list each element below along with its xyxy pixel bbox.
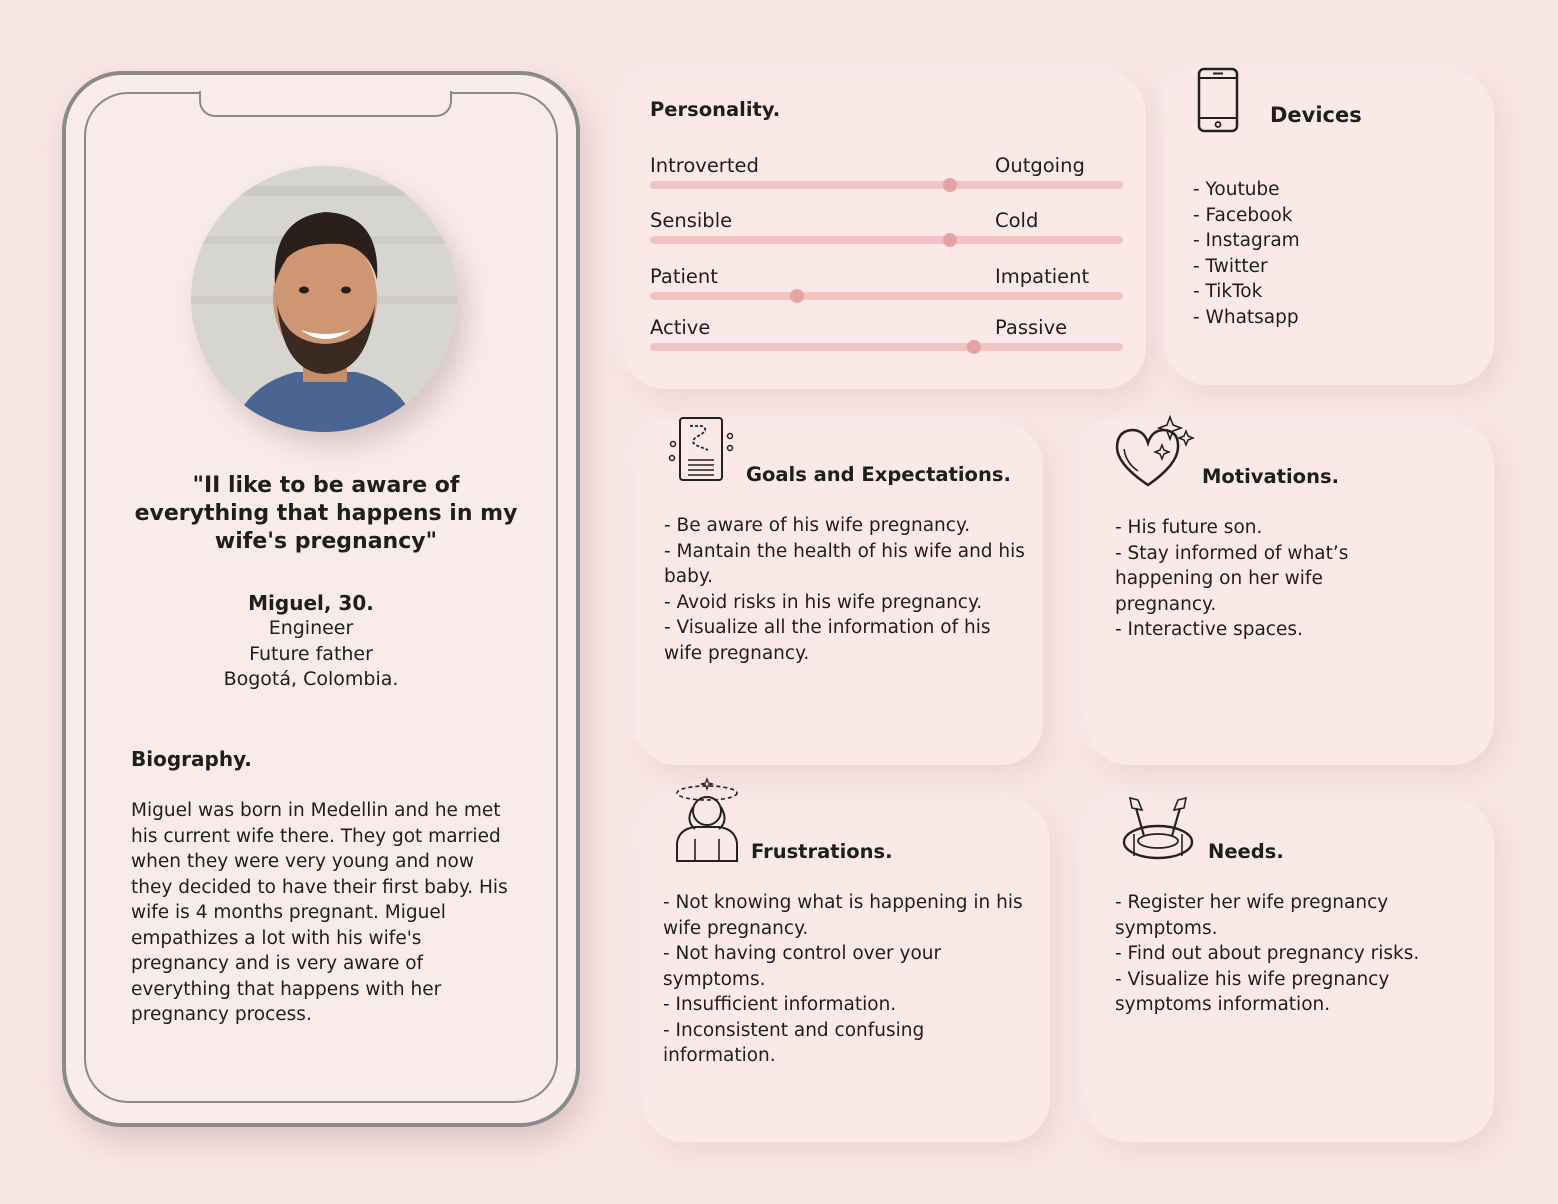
avatar [191, 166, 457, 432]
needs-list [1115, 890, 1485, 1018]
goals-card [635, 423, 1043, 765]
persona-profile [146, 590, 476, 693]
goals-title: Goals and Expectations. [746, 463, 1011, 486]
list-item: - Youtube [1193, 179, 1280, 200]
slider-thumb [967, 340, 981, 354]
persona-name: Miguel, 30. [248, 591, 374, 615]
biography-text: Miguel was born in Medellin and he met his current wife there. They got married when they were very young and now they decided to have their first baby. His wife is 4 months pregnant. Miguel empathizes a lot with his wife's pregnancy and is very aware of everything that happens with her pregnancy process. [131, 800, 508, 1025]
slider-right-label: Outgoing [995, 154, 1085, 177]
devices-list [1193, 177, 1473, 330]
persona-occupation: Engineer [268, 617, 354, 639]
devices-title: Devices [1270, 103, 1362, 127]
motivations-card [1086, 423, 1494, 765]
motivations-list [1115, 515, 1415, 643]
list-item: - Mantain the health of his wife and his baby. [664, 540, 1025, 587]
list-item: - Visualize his wife pregnancy symptoms information. [1115, 968, 1390, 1015]
list-item: - Register her wife pregnancy symptoms. [1115, 892, 1389, 939]
phone-frame [62, 71, 580, 1127]
slider-left-label: Active [650, 316, 711, 339]
slider-track [650, 236, 1123, 244]
frustrations-title: Frustrations. [751, 840, 893, 863]
list-item: - Not knowing what is happening in his wife pregnancy. [663, 892, 1023, 939]
roadmap-icon [668, 414, 738, 486]
goals-list [664, 513, 1034, 666]
list-item: - Facebook [1193, 204, 1293, 226]
needs-title: Needs. [1208, 840, 1284, 863]
slider-right-label: Cold [995, 209, 1039, 232]
frustrations-card [642, 800, 1050, 1142]
list-item: - Be aware of his wife pregnancy. [664, 515, 971, 536]
phone-notch [199, 91, 452, 117]
personality-slider [650, 209, 1123, 249]
lifebuoy-hands-icon [1120, 794, 1196, 866]
heart-sparkle-icon [1112, 415, 1198, 491]
smartphone-icon [1196, 67, 1240, 133]
personality-title: Personality. [650, 98, 781, 121]
slider-track [650, 292, 1123, 300]
slider-thumb [790, 289, 804, 303]
slider-left-label: Introverted [650, 154, 759, 177]
biography-title: Biography. [131, 747, 252, 771]
slider-thumb [943, 178, 957, 192]
slider-thumb [943, 233, 957, 247]
list-item: - Twitter [1193, 255, 1268, 277]
personality-card [623, 72, 1146, 389]
list-item: - Not having control over your symptoms. [663, 943, 942, 990]
slider-right-label: Impatient [995, 265, 1090, 288]
list-item: - Stay informed of what’s happening on her wife pregnancy. [1115, 542, 1349, 615]
list-item: - TikTok [1193, 281, 1263, 302]
slider-left-label: Patient [650, 265, 718, 288]
phone-screen [84, 92, 558, 1103]
slider-track [650, 343, 1123, 351]
frustrations-list [663, 890, 1033, 1069]
list-item: - His future son. [1115, 517, 1263, 538]
list-item: - Avoid risks in his wife pregnancy. [664, 591, 983, 613]
motivations-title: Motivations. [1202, 465, 1339, 488]
personality-slider [650, 265, 1123, 305]
list-item: - Interactive spaces. [1115, 619, 1303, 640]
list-item: - Instagram [1193, 230, 1300, 251]
slider-track [650, 181, 1123, 189]
list-item: - Inconsistent and confusing information. [663, 1019, 925, 1066]
needs-card [1086, 800, 1494, 1142]
list-item: - Visualize all the information of his wife pregnancy. [664, 617, 991, 664]
list-item: - Insufficient information. [663, 994, 897, 1015]
list-item: - Whatsapp [1193, 306, 1299, 328]
personality-slider [650, 316, 1123, 356]
devices-card [1165, 72, 1494, 385]
persona-quote: "II like to be aware of everything that happens in my wife's pregnancy" [134, 473, 518, 554]
stressed-person-icon [673, 777, 741, 863]
slider-right-label: Passive [995, 316, 1068, 339]
list-item: - Find out about pregnancy risks. [1115, 943, 1420, 964]
persona-role: Future father [249, 642, 373, 665]
personality-slider [650, 154, 1123, 194]
slider-left-label: Sensible [650, 209, 733, 232]
persona-location: Bogotá, Colombia. [223, 668, 399, 690]
